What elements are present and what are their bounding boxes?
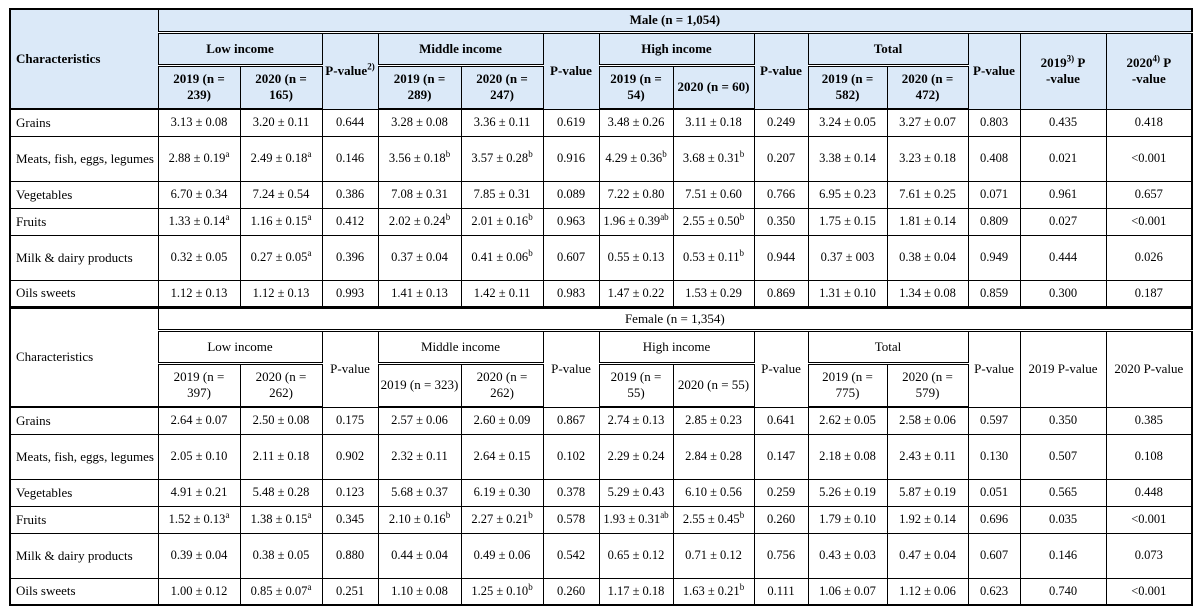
female-value-cell-r4-c12: 0.146 [1020, 533, 1106, 578]
female-col-header-2020-low-income: 2020 (n = 262) [240, 363, 322, 407]
female-col-header-2019-total: 2019 (n = 775) [808, 363, 887, 407]
female-value-cell-r2-c1: 5.48 ± 0.28 [240, 479, 322, 506]
male-value-cell-r3-c11: 0.809 [968, 208, 1020, 235]
female-value-cell-r0-c9: 2.62 ± 0.05 [808, 407, 887, 434]
male-value-cell-r3-c12: 0.027 [1020, 208, 1106, 235]
male-value-cell-r0-c5: 0.619 [543, 109, 599, 136]
female-row-label-milk-dairy-products: Milk & dairy products [10, 533, 158, 578]
male-row-label-meats-fish-eggs-legumes: Meats, fish, eggs, legumes [10, 136, 158, 181]
female-row-label-fruits: Fruits [10, 506, 158, 533]
male-pvalue-header-high-income: P-value [754, 32, 808, 109]
male-value-cell-r0-c11: 0.803 [968, 109, 1020, 136]
male-value-cell-r2-c2: 0.386 [322, 181, 378, 208]
female-row-label-oils-sweets: Oils sweets [10, 578, 158, 605]
female-value-cell-r2-c12: 0.565 [1020, 479, 1106, 506]
female-value-cell-r0-c13: 0.385 [1106, 407, 1192, 434]
male-value-cell-r5-c8: 0.869 [754, 280, 808, 307]
female-value-cell-r0-c0: 2.64 ± 0.07 [158, 407, 240, 434]
male-value-cell-r2-c13: 0.657 [1106, 181, 1192, 208]
male-group-header-high-income: High income [599, 32, 754, 65]
female-value-cell-r2-c13: 0.448 [1106, 479, 1192, 506]
table-row [10, 235, 1192, 280]
male-value-cell-r1-c7: 3.68 ± 0.31$^b$ [673, 136, 754, 181]
female-value-cell-r3-c7: 2.55 ± 0.45$^b$ [673, 506, 754, 533]
male-row-label-oils-sweets: Oils sweets [10, 280, 158, 307]
male-value-cell-r2-c4: 7.85 ± 0.31 [461, 181, 543, 208]
female-col-header-2019-high-income: 2019 (n = 55) [599, 363, 673, 407]
male-row-label-grains: Grains [10, 109, 158, 136]
male-value-cell-r4-c0: 0.32 ± 0.05 [158, 235, 240, 280]
female-value-cell-r3-c0: 1.52 ± 0.13$^a$ [158, 506, 240, 533]
female-value-cell-r3-c5: 0.578 [543, 506, 599, 533]
male-group-header-low-income: Low income [158, 32, 322, 65]
male-pvalue-header-middle-income: P-value [543, 32, 599, 109]
male-value-cell-r1-c5: 0.916 [543, 136, 599, 181]
female-value-cell-r5-c10: 1.12 ± 0.06 [887, 578, 968, 605]
male-section-title: Male (n = 1,054) [158, 9, 1192, 32]
male-year-pvalue-header-2019: 2019$^{3)}$ P -value [1020, 32, 1106, 109]
male-value-cell-r1-c1: 2.49 ± 0.18$^a$ [240, 136, 322, 181]
male-value-cell-r4-c9: 0.37 ± 003 [808, 235, 887, 280]
male-col-header-2019-total: 2019 (n = 582) [808, 65, 887, 109]
table-row [10, 533, 1192, 578]
female-col-header-2020-high-income: 2020 (n = 55) [673, 363, 754, 407]
female-col-header-2019-middle-income: 2019 (n = 323) [378, 363, 461, 407]
male-value-cell-r1-c11: 0.408 [968, 136, 1020, 181]
male-value-cell-r0-c13: 0.418 [1106, 109, 1192, 136]
male-value-cell-r0-c4: 3.36 ± 0.11 [461, 109, 543, 136]
female-value-cell-r3-c6: 1.93 ± 0.31$^{ab}$ [599, 506, 673, 533]
female-pvalue-header-middle-income: P-value [543, 330, 599, 407]
male-value-cell-r5-c7: 1.53 ± 0.29 [673, 280, 754, 307]
female-value-cell-r1-c5: 0.102 [543, 434, 599, 479]
female-characteristics-header: Characteristics [10, 307, 158, 407]
female-value-cell-r1-c2: 0.902 [322, 434, 378, 479]
female-value-cell-r4-c4: 0.49 ± 0.06 [461, 533, 543, 578]
male-value-cell-r3-c7: 2.55 ± 0.50$^b$ [673, 208, 754, 235]
male-value-cell-r2-c7: 7.51 ± 0.60 [673, 181, 754, 208]
female-value-cell-r3-c4: 2.27 ± 0.21$^b$ [461, 506, 543, 533]
female-value-cell-r4-c10: 0.47 ± 0.04 [887, 533, 968, 578]
female-value-cell-r5-c11: 0.623 [968, 578, 1020, 605]
male-value-cell-r2-c3: 7.08 ± 0.31 [378, 181, 461, 208]
female-value-cell-r0-c4: 2.60 ± 0.09 [461, 407, 543, 434]
female-value-cell-r0-c5: 0.867 [543, 407, 599, 434]
male-row-label-vegetables: Vegetables [10, 181, 158, 208]
male-col-header-2019-high-income: 2019 (n = 54) [599, 65, 673, 109]
female-value-cell-r2-c0: 4.91 ± 0.21 [158, 479, 240, 506]
male-value-cell-r1-c4: 3.57 ± 0.28$^b$ [461, 136, 543, 181]
male-value-cell-r3-c0: 1.33 ± 0.14$^a$ [158, 208, 240, 235]
male-pvalue-header-total: P-value [968, 32, 1020, 109]
male-col-header-2020-low-income: 2020 (n = 165) [240, 65, 322, 109]
female-value-cell-r5-c12: 0.740 [1020, 578, 1106, 605]
female-value-cell-r1-c12: 0.507 [1020, 434, 1106, 479]
male-value-cell-r4-c8: 0.944 [754, 235, 808, 280]
male-value-cell-r3-c13: <0.001 [1106, 208, 1192, 235]
table-row [10, 434, 1192, 479]
table-row [10, 280, 1192, 307]
male-value-cell-r4-c10: 0.38 ± 0.04 [887, 235, 968, 280]
male-value-cell-r3-c3: 2.02 ± 0.24$^b$ [378, 208, 461, 235]
female-value-cell-r4-c1: 0.38 ± 0.05 [240, 533, 322, 578]
male-col-header-2020-middle-income: 2020 (n = 247) [461, 65, 543, 109]
female-value-cell-r1-c13: 0.108 [1106, 434, 1192, 479]
female-value-cell-r3-c1: 1.38 ± 0.15$^a$ [240, 506, 322, 533]
male-value-cell-r0-c8: 0.249 [754, 109, 808, 136]
female-value-cell-r0-c11: 0.597 [968, 407, 1020, 434]
female-value-cell-r1-c11: 0.130 [968, 434, 1020, 479]
female-value-cell-r5-c1: 0.85 ± 0.07$^a$ [240, 578, 322, 605]
female-year-pvalue-header-2019: 2019 P-value [1020, 330, 1106, 407]
table-row [10, 578, 1192, 605]
male-value-cell-r5-c4: 1.42 ± 0.11 [461, 280, 543, 307]
female-value-cell-r3-c9: 1.79 ± 0.10 [808, 506, 887, 533]
table-row [10, 506, 1192, 533]
female-section [10, 307, 1192, 605]
male-col-header-2020-total: 2020 (n = 472) [887, 65, 968, 109]
male-group-header-total: Total [808, 32, 968, 65]
male-value-cell-r5-c9: 1.31 ± 0.10 [808, 280, 887, 307]
male-group-header-middle-income: Middle income [378, 32, 543, 65]
table-row [10, 181, 1192, 208]
male-value-cell-r4-c1: 0.27 ± 0.05$^a$ [240, 235, 322, 280]
female-value-cell-r5-c6: 1.17 ± 0.18 [599, 578, 673, 605]
male-value-cell-r3-c1: 1.16 ± 0.15$^a$ [240, 208, 322, 235]
male-value-cell-r1-c2: 0.146 [322, 136, 378, 181]
male-value-cell-r5-c12: 0.300 [1020, 280, 1106, 307]
female-value-cell-r1-c10: 2.43 ± 0.11 [887, 434, 968, 479]
male-value-cell-r3-c9: 1.75 ± 0.15 [808, 208, 887, 235]
male-value-cell-r5-c3: 1.41 ± 0.13 [378, 280, 461, 307]
female-row-label-grains: Grains [10, 407, 158, 434]
female-row-label-meats-fish-eggs-legumes: Meats, fish, eggs, legumes [10, 434, 158, 479]
female-value-cell-r3-c12: 0.035 [1020, 506, 1106, 533]
female-value-cell-r0-c2: 0.175 [322, 407, 378, 434]
male-value-cell-r1-c8: 0.207 [754, 136, 808, 181]
male-characteristics-header: Characteristics [10, 9, 158, 109]
female-value-cell-r1-c6: 2.29 ± 0.24 [599, 434, 673, 479]
male-value-cell-r3-c6: 1.96 ± 0.39$^{ab}$ [599, 208, 673, 235]
table-row [10, 479, 1192, 506]
female-value-cell-r3-c8: 0.260 [754, 506, 808, 533]
male-col-header-2019-middle-income: 2019 (n = 289) [378, 65, 461, 109]
male-value-cell-r2-c8: 0.766 [754, 181, 808, 208]
male-value-cell-r1-c0: 2.88 ± 0.19$^a$ [158, 136, 240, 181]
male-pvalue-header-low-income: P-value$^{2)}$ [322, 32, 378, 109]
female-value-cell-r5-c0: 1.00 ± 0.12 [158, 578, 240, 605]
male-value-cell-r2-c5: 0.089 [543, 181, 599, 208]
male-row-label-fruits: Fruits [10, 208, 158, 235]
male-value-cell-r1-c9: 3.38 ± 0.14 [808, 136, 887, 181]
female-value-cell-r0-c7: 2.85 ± 0.23 [673, 407, 754, 434]
male-value-cell-r2-c6: 7.22 ± 0.80 [599, 181, 673, 208]
female-row-label-vegetables: Vegetables [10, 479, 158, 506]
female-pvalue-header-high-income: P-value [754, 330, 808, 407]
male-value-cell-r0-c2: 0.644 [322, 109, 378, 136]
female-value-cell-r4-c5: 0.542 [543, 533, 599, 578]
female-value-cell-r5-c4: 1.25 ± 0.10$^b$ [461, 578, 543, 605]
female-value-cell-r4-c6: 0.65 ± 0.12 [599, 533, 673, 578]
female-section-title: Female (n = 1,354) [158, 307, 1192, 330]
male-value-cell-r2-c12: 0.961 [1020, 181, 1106, 208]
male-value-cell-r1-c6: 4.29 ± 0.36$^b$ [599, 136, 673, 181]
female-value-cell-r4-c9: 0.43 ± 0.03 [808, 533, 887, 578]
female-value-cell-r0-c3: 2.57 ± 0.06 [378, 407, 461, 434]
female-value-cell-r3-c10: 1.92 ± 0.14 [887, 506, 968, 533]
male-value-cell-r0-c12: 0.435 [1020, 109, 1106, 136]
male-value-cell-r4-c11: 0.949 [968, 235, 1020, 280]
male-year-pvalue-header-2020: 2020$^{4)}$ P -value [1106, 32, 1192, 109]
female-value-cell-r4-c8: 0.756 [754, 533, 808, 578]
male-value-cell-r2-c10: 7.61 ± 0.25 [887, 181, 968, 208]
female-value-cell-r2-c2: 0.123 [322, 479, 378, 506]
female-value-cell-r5-c7: 1.63 ± 0.21$^b$ [673, 578, 754, 605]
female-group-header-total: Total [808, 330, 968, 363]
female-col-header-2019-low-income: 2019 (n = 397) [158, 363, 240, 407]
female-value-cell-r5-c8: 0.111 [754, 578, 808, 605]
female-value-cell-r0-c6: 2.74 ± 0.13 [599, 407, 673, 434]
male-value-cell-r1-c12: 0.021 [1020, 136, 1106, 181]
male-value-cell-r4-c2: 0.396 [322, 235, 378, 280]
male-row-label-milk-dairy-products: Milk & dairy products [10, 235, 158, 280]
male-value-cell-r5-c13: 0.187 [1106, 280, 1192, 307]
male-value-cell-r4-c12: 0.444 [1020, 235, 1106, 280]
female-value-cell-r2-c3: 5.68 ± 0.37 [378, 479, 461, 506]
female-pvalue-header-low-income: P-value [322, 330, 378, 407]
female-value-cell-r4-c3: 0.44 ± 0.04 [378, 533, 461, 578]
male-col-header-2019-low-income: 2019 (n = 239) [158, 65, 240, 109]
female-value-cell-r0-c1: 2.50 ± 0.08 [240, 407, 322, 434]
male-value-cell-r0-c10: 3.27 ± 0.07 [887, 109, 968, 136]
female-value-cell-r2-c6: 5.29 ± 0.43 [599, 479, 673, 506]
female-value-cell-r2-c10: 5.87 ± 0.19 [887, 479, 968, 506]
female-value-cell-r4-c2: 0.880 [322, 533, 378, 578]
female-value-cell-r0-c8: 0.641 [754, 407, 808, 434]
male-value-cell-r5-c0: 1.12 ± 0.13 [158, 280, 240, 307]
male-value-cell-r5-c6: 1.47 ± 0.22 [599, 280, 673, 307]
male-value-cell-r5-c1: 1.12 ± 0.13 [240, 280, 322, 307]
male-value-cell-r3-c2: 0.412 [322, 208, 378, 235]
male-value-cell-r5-c10: 1.34 ± 0.08 [887, 280, 968, 307]
female-value-cell-r3-c13: <0.001 [1106, 506, 1192, 533]
table-row [10, 208, 1192, 235]
female-value-cell-r2-c7: 6.10 ± 0.56 [673, 479, 754, 506]
male-value-cell-r3-c8: 0.350 [754, 208, 808, 235]
male-value-cell-r5-c2: 0.993 [322, 280, 378, 307]
female-value-cell-r2-c11: 0.051 [968, 479, 1020, 506]
female-value-cell-r3-c2: 0.345 [322, 506, 378, 533]
male-section [10, 9, 1192, 307]
female-value-cell-r5-c3: 1.10 ± 0.08 [378, 578, 461, 605]
female-col-header-2020-middle-income: 2020 (n = 262) [461, 363, 543, 407]
female-value-cell-r1-c7: 2.84 ± 0.28 [673, 434, 754, 479]
female-col-header-2020-total: 2020 (n = 579) [887, 363, 968, 407]
male-value-cell-r1-c10: 3.23 ± 0.18 [887, 136, 968, 181]
male-value-cell-r0-c9: 3.24 ± 0.05 [808, 109, 887, 136]
female-value-cell-r5-c2: 0.251 [322, 578, 378, 605]
male-value-cell-r2-c0: 6.70 ± 0.34 [158, 181, 240, 208]
female-group-header-low-income: Low income [158, 330, 322, 363]
female-group-header-high-income: High income [599, 330, 754, 363]
male-value-cell-r4-c13: 0.026 [1106, 235, 1192, 280]
female-year-pvalue-header-2020: 2020 P-value [1106, 330, 1192, 407]
female-value-cell-r2-c4: 6.19 ± 0.30 [461, 479, 543, 506]
intake-table [9, 8, 1193, 606]
female-value-cell-r4-c13: 0.073 [1106, 533, 1192, 578]
male-value-cell-r1-c3: 3.56 ± 0.18$^b$ [378, 136, 461, 181]
table-row [10, 407, 1192, 434]
table-row [10, 109, 1192, 136]
female-value-cell-r1-c3: 2.32 ± 0.11 [378, 434, 461, 479]
male-value-cell-r5-c5: 0.983 [543, 280, 599, 307]
female-value-cell-r1-c9: 2.18 ± 0.08 [808, 434, 887, 479]
male-value-cell-r3-c4: 2.01 ± 0.16$^b$ [461, 208, 543, 235]
female-value-cell-r5-c13: <0.001 [1106, 578, 1192, 605]
female-value-cell-r1-c1: 2.11 ± 0.18 [240, 434, 322, 479]
male-value-cell-r2-c1: 7.24 ± 0.54 [240, 181, 322, 208]
female-value-cell-r3-c3: 2.10 ± 0.16$^b$ [378, 506, 461, 533]
male-value-cell-r1-c13: <0.001 [1106, 136, 1192, 181]
male-value-cell-r4-c6: 0.55 ± 0.13 [599, 235, 673, 280]
female-value-cell-r4-c7: 0.71 ± 0.12 [673, 533, 754, 578]
female-value-cell-r0-c12: 0.350 [1020, 407, 1106, 434]
male-col-header-2020-high-income: 2020 (n = 60) [673, 65, 754, 109]
female-value-cell-r3-c11: 0.696 [968, 506, 1020, 533]
female-value-cell-r2-c5: 0.378 [543, 479, 599, 506]
female-group-header-middle-income: Middle income [378, 330, 543, 363]
female-value-cell-r2-c8: 0.259 [754, 479, 808, 506]
female-value-cell-r5-c9: 1.06 ± 0.07 [808, 578, 887, 605]
male-value-cell-r4-c5: 0.607 [543, 235, 599, 280]
female-value-cell-r0-c10: 2.58 ± 0.06 [887, 407, 968, 434]
table-row [10, 136, 1192, 181]
female-value-cell-r1-c4: 2.64 ± 0.15 [461, 434, 543, 479]
male-value-cell-r4-c4: 0.41 ± 0.06$^b$ [461, 235, 543, 280]
male-value-cell-r0-c0: 3.13 ± 0.08 [158, 109, 240, 136]
male-value-cell-r0-c7: 3.11 ± 0.18 [673, 109, 754, 136]
female-value-cell-r1-c0: 2.05 ± 0.10 [158, 434, 240, 479]
male-value-cell-r2-c11: 0.071 [968, 181, 1020, 208]
female-value-cell-r5-c5: 0.260 [543, 578, 599, 605]
male-value-cell-r0-c6: 3.48 ± 0.26 [599, 109, 673, 136]
female-value-cell-r4-c0: 0.39 ± 0.04 [158, 533, 240, 578]
male-value-cell-r4-c7: 0.53 ± 0.11$^b$ [673, 235, 754, 280]
male-value-cell-r4-c3: 0.37 ± 0.04 [378, 235, 461, 280]
female-value-cell-r2-c9: 5.26 ± 0.19 [808, 479, 887, 506]
male-value-cell-r3-c10: 1.81 ± 0.14 [887, 208, 968, 235]
male-value-cell-r3-c5: 0.963 [543, 208, 599, 235]
male-value-cell-r0-c1: 3.20 ± 0.11 [240, 109, 322, 136]
female-value-cell-r4-c11: 0.607 [968, 533, 1020, 578]
female-pvalue-header-total: P-value [968, 330, 1020, 407]
female-value-cell-r1-c8: 0.147 [754, 434, 808, 479]
male-value-cell-r0-c3: 3.28 ± 0.08 [378, 109, 461, 136]
male-value-cell-r5-c11: 0.859 [968, 280, 1020, 307]
male-value-cell-r2-c9: 6.95 ± 0.23 [808, 181, 887, 208]
